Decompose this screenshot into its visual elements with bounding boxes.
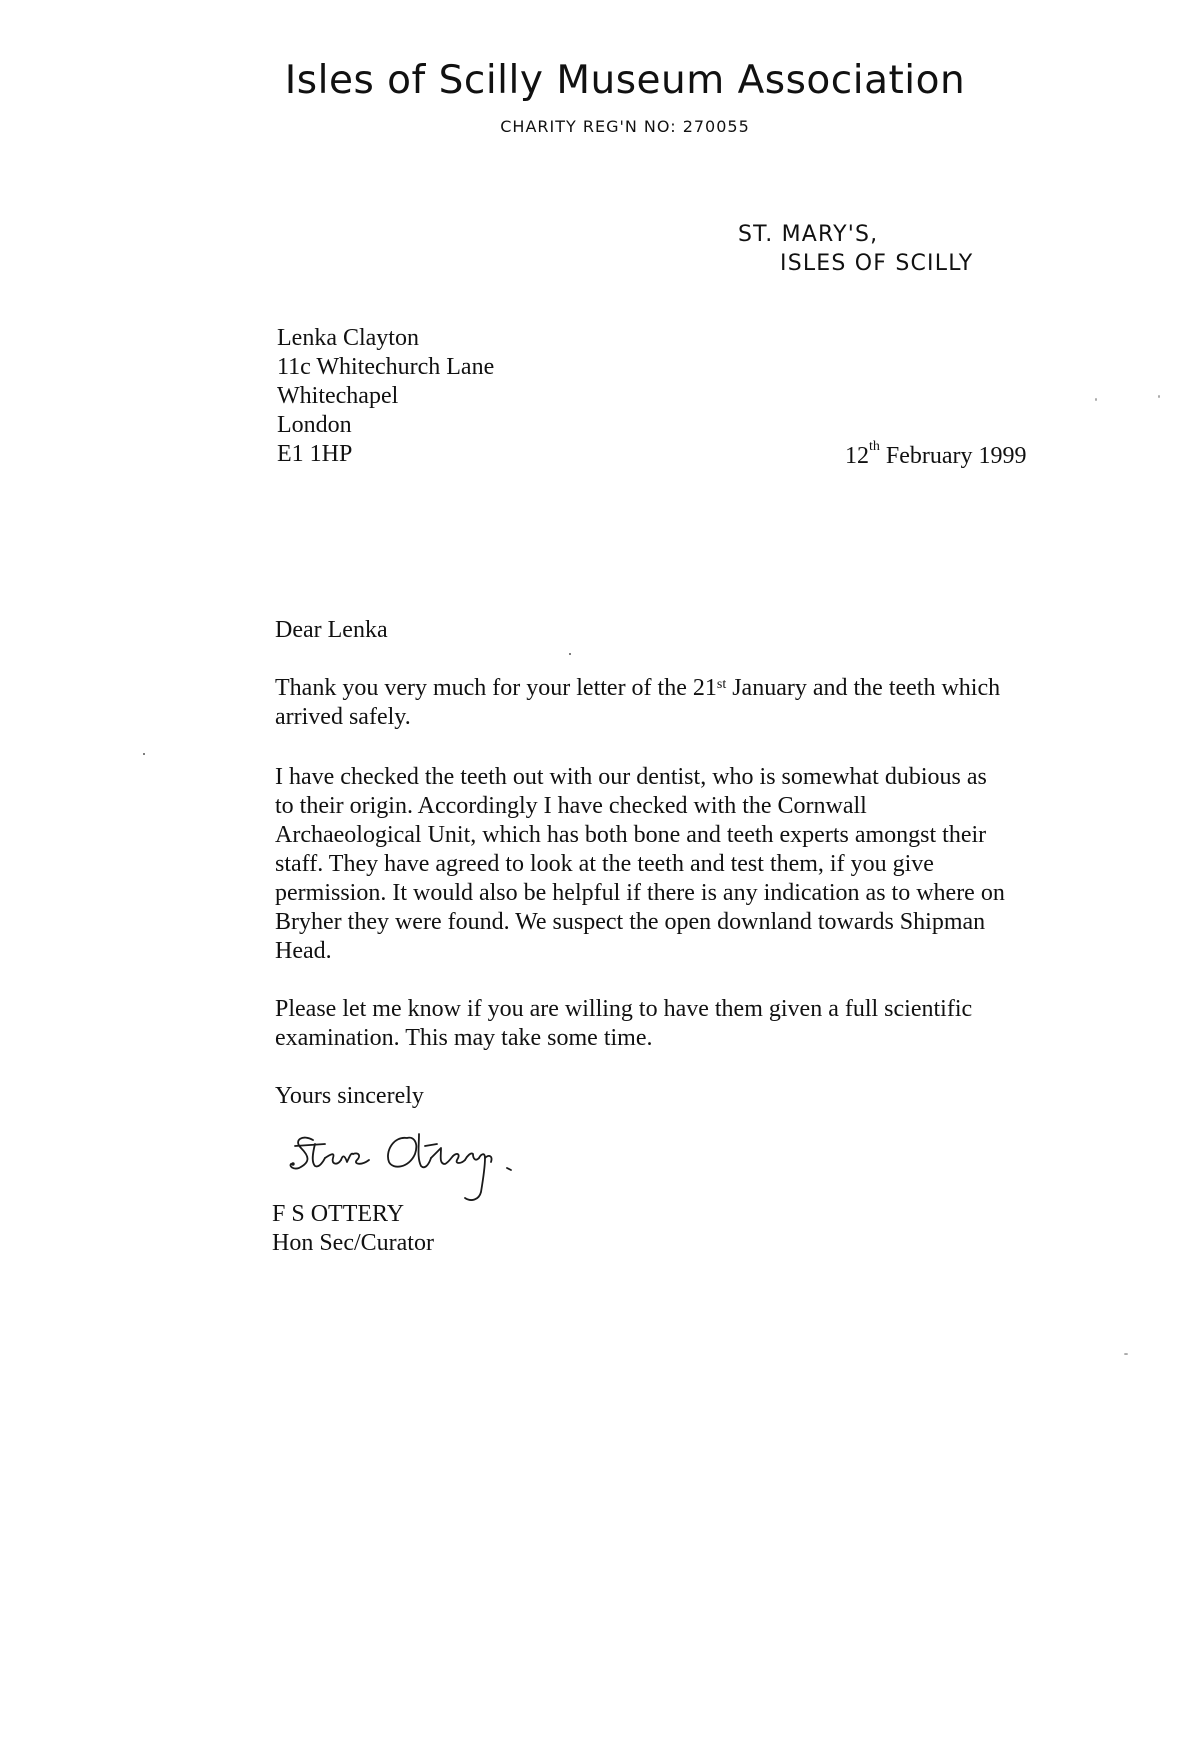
paragraph-2-line: permission. It would also be helpful if there is any indication as to where on [275,880,1005,906]
signatory-name: F S OTTERY [272,1201,405,1227]
recipient-postcode: E1 1HP [277,441,353,467]
paper-speck [1095,398,1097,401]
sender-address [738,220,973,278]
recipient-name: Lenka Clayton [277,325,419,351]
p1-text-after: January and the teeth which [726,675,1001,701]
paragraph-1-line-1 [275,674,1065,703]
paragraph-2-line: Head. [275,938,332,964]
recipient-district: Whitechapel [277,383,399,409]
paragraph-2-line: Archaeological Unit, which has both bone and teeth experts amongst their [275,822,987,848]
paragraph-1-line-2: arrived safely. [275,704,411,730]
paper-speck [143,753,145,755]
recipient-street: 11c Whitechurch Lane [277,354,495,380]
handwritten-signature [285,1118,565,1208]
paragraph-3-line: Please let me know if you are willing to have them given a full scientific [275,996,973,1022]
date-rest: February 1999 [879,443,1027,469]
paragraph-1 [275,674,1065,732]
paragraph-2-line: to their origin. Accordingly I have checked with the Cornwall [275,793,867,819]
paragraph-2-line: staff. They have agreed to look at the teeth and test them, if you give [275,851,934,877]
signatory-title: Hon Sec/Curator [272,1230,434,1256]
date-suffix: th [869,439,880,454]
date-day: 12 [845,443,869,469]
recipient-city: London [277,412,352,438]
closing: Yours sincerely [275,1083,424,1109]
letterhead-charity-number: CHARITY REG'N NO: 270055 [500,117,750,136]
sender-address-line1: ST. MARY'S, [738,222,879,247]
paper-speck [1124,1353,1128,1355]
paper-speck [569,653,571,655]
paragraph-2-line: Bryher they were found. We suspect the open downland towards Shipman [275,909,986,935]
paragraph-2 [275,763,1065,966]
paragraph-3-line: examination. This may take some time. [275,1025,653,1051]
salutation: Dear Lenka [275,617,388,643]
paper-speck [1158,395,1160,398]
paragraph-3 [275,995,1065,1053]
paragraph-2-line: I have checked the teeth out with our dentist, who is somewhat dubious as [275,764,987,790]
signatory-block [272,1200,434,1258]
p1-ordinal-suffix: st [716,677,727,692]
p1-text-before: Thank you very much for your letter of the 21 [275,675,717,701]
letterhead-organisation: Isles of Scilly Museum Association [284,58,966,103]
recipient-address [277,324,494,469]
sender-address-line2: ISLES OF SCILLY [780,251,974,276]
letter-date [845,439,1027,470]
